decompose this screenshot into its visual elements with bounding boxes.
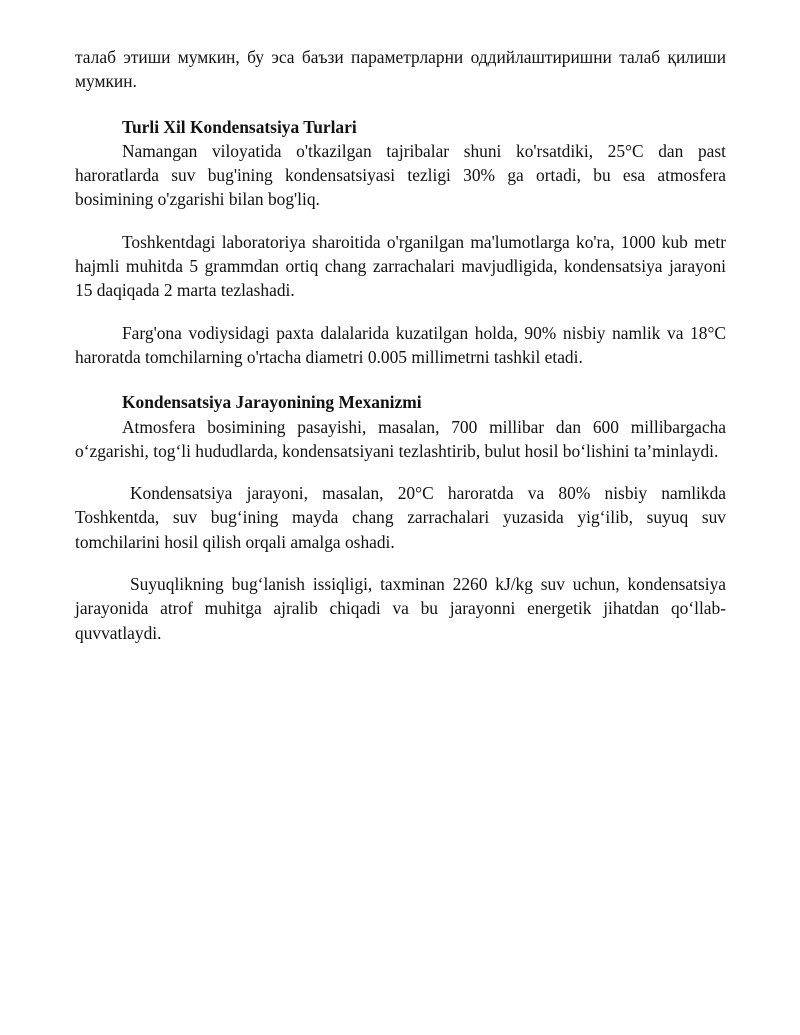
document-page (75, 45, 726, 645)
intro-continuation-paragraph: талаб этиши мумкин, бу эса баъзи параметрларни оддийлаштиришни талаб қилиши мумкин. (75, 47, 726, 92)
section-heading-jarayon-mexanizmi: Kondensatsiya Jarayonining Mexanizmi (122, 392, 422, 413)
spacer (75, 212, 726, 230)
section-heading-kondensatsiya-turlari: Turli Xil Kondensatsiya Turlari (122, 116, 357, 137)
spacer (75, 303, 726, 321)
paragraph-atmosfera-bosimi: Atmosfera bosimining pasayishi, masalan, 700 millibar dan 600 millibargacha o‘zgarishi, tog‘li hududlarda, kondensatsiyani tezlashtirib, bulut hosil bo‘lishini ta’minlaydi. (75, 416, 726, 461)
paragraph-toshkent-laboratoriya: Toshkentdagi laboratoriya sharoitida o'rganilgan ma'lumotlarga ko'ra, 1000 kub metr hajmli muhitda 5 grammdan ortiq chang zarrachalari mavjudligida, kondensatsiya jarayoni 15 daqiqada 2 marta tezlashadi. (75, 231, 726, 301)
paragraph-buglanish-issiqligi: Suyuqlikning bug‘lanish issiqligi, taxminan 2260 kJ/kg suv uchun, kondensatsiya jarayonida atrof muhitga ajralib chiqadi va bu jarayonni energetik jihatdan qo‘llab-quvvatlaydi. (75, 574, 726, 643)
paragraph-namangan: Namangan viloyatida o'tkazilgan tajribalar shuni ko'rsatdiki, 25°C dan past haroratlarda suv bug'ining kondensatsiyasi tezligi 30% ga ortadi, bu esa atmosfera bosimining o'zgarishi bilan bog'liq. (75, 140, 726, 210)
spacer (75, 94, 726, 115)
spacer (75, 554, 726, 572)
paragraph-kondensatsiya-jarayoni: Kondensatsiya jarayoni, masalan, 20°C haroratda va 80% nisbiy namlikda Toshkentda, suv bug‘ining mayda chang zarrachalari yuzasida yig‘ilib, suyuq suv tomchilarini hosil qilish orqali amalga oshadi. (75, 483, 726, 552)
paragraph-fargona: Farg'ona vodiysidagi paxta dalalarida kuzatilgan holda, 90% nisbiy namlik va 18°C haroratda tomchilarning o'rtacha diametri 0.005 millimetrni tashkil etadi. (75, 322, 726, 367)
spacer (75, 463, 726, 481)
spacer (75, 369, 726, 390)
